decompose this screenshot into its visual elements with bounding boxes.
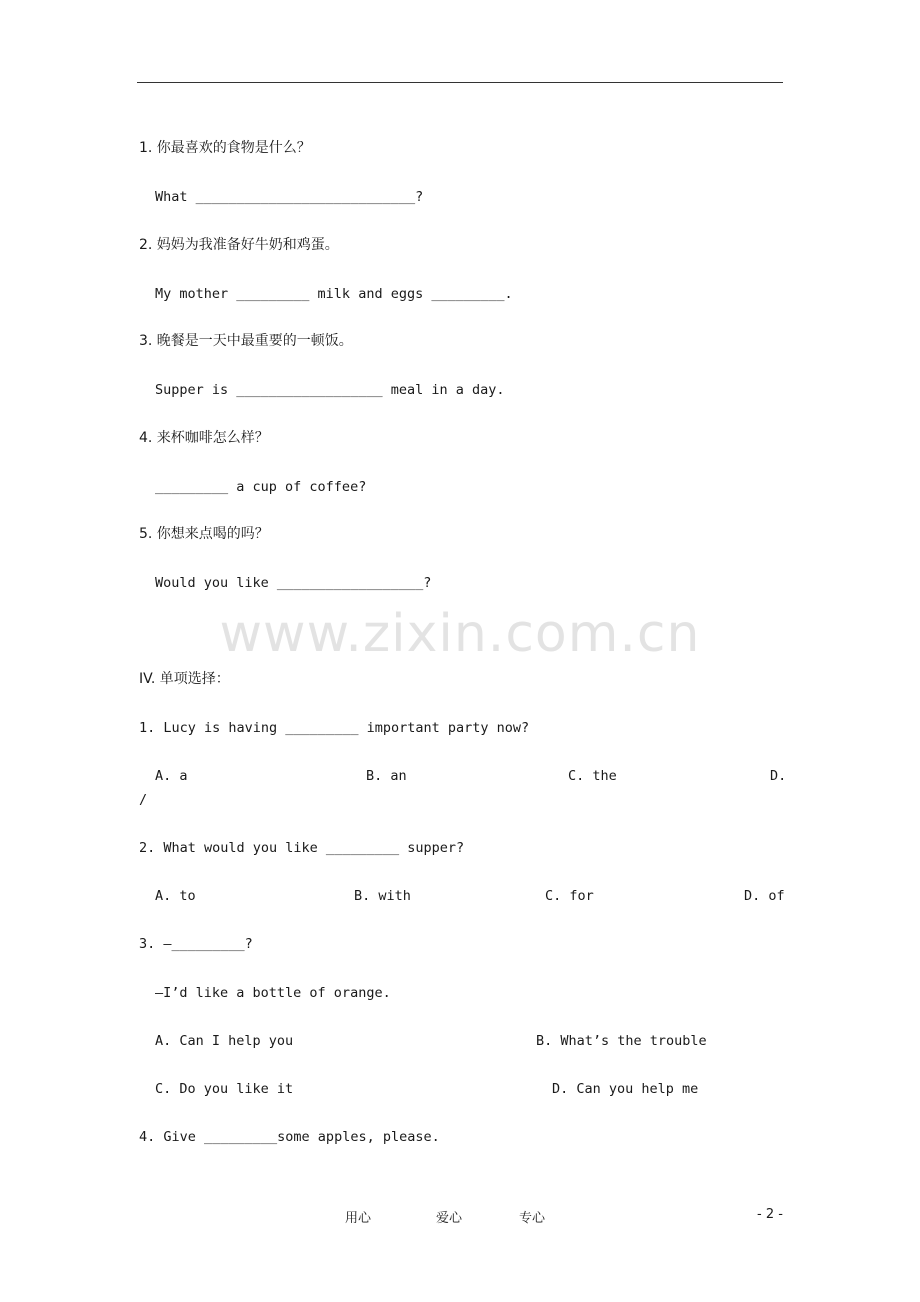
q3-option-c: C. Do you like it <box>155 1081 294 1097</box>
q1-option-d-cont: / <box>139 792 148 808</box>
translation-prompt-1: 1. 你最喜欢的食物是什么？ <box>139 140 311 156</box>
translation-prompt-3: 3. 晚餐是一天中最重要的一顿饭。 <box>139 333 353 349</box>
page-number: - 2 - <box>757 1207 783 1222</box>
q3-option-a: A. Can I help you <box>155 1033 294 1049</box>
q3-reply: —I’d like a bottle of orange. <box>155 985 391 1001</box>
q1-option-d: D. <box>770 768 787 784</box>
q2-option-a: A. to <box>155 888 196 904</box>
q1-option-c: C. the <box>568 768 617 784</box>
footer-word-1: 用心 <box>345 1211 372 1226</box>
question-1-stem: 1. Lucy is having _________ important party now? <box>139 720 530 736</box>
header-rule <box>137 82 783 83</box>
question-3-stem: 3. —_________? <box>139 936 253 952</box>
translation-answer-3: Supper is __________________ meal in a day. <box>155 382 505 398</box>
q3-option-b: B. What’s the trouble <box>536 1033 707 1049</box>
q2-option-b: B. with <box>354 888 411 904</box>
question-4-stem: 4. Give _________some apples, please. <box>139 1129 440 1145</box>
translation-prompt-2: 2. 妈妈为我准备好牛奶和鸡蛋。 <box>139 237 339 253</box>
translation-answer-4: _________ a cup of coffee? <box>155 479 367 495</box>
q1-option-b: B. an <box>366 768 407 784</box>
translation-answer-2: My mother _________ milk and eggs _________. <box>155 286 513 302</box>
q2-option-d: D. of <box>744 888 785 904</box>
footer-word-3: 专心 <box>519 1211 546 1226</box>
watermark: www.zixin.com.cn <box>219 604 701 664</box>
footer-word-2: 爱心 <box>436 1211 463 1226</box>
translation-answer-1: What ___________________________? <box>155 189 424 205</box>
q1-option-a: A. a <box>155 768 188 784</box>
q2-option-c: C. for <box>545 888 594 904</box>
section-heading: IV. 单项选择： <box>139 671 230 687</box>
translation-prompt-4: 4. 来杯咖啡怎么样？ <box>139 430 269 446</box>
question-2-stem: 2. What would you like _________ supper? <box>139 840 465 856</box>
translation-prompt-5: 5. 你想来点喝的吗？ <box>139 526 269 542</box>
translation-answer-5: Would you like __________________? <box>155 575 432 591</box>
q3-option-d: D. Can you help me <box>552 1081 699 1097</box>
